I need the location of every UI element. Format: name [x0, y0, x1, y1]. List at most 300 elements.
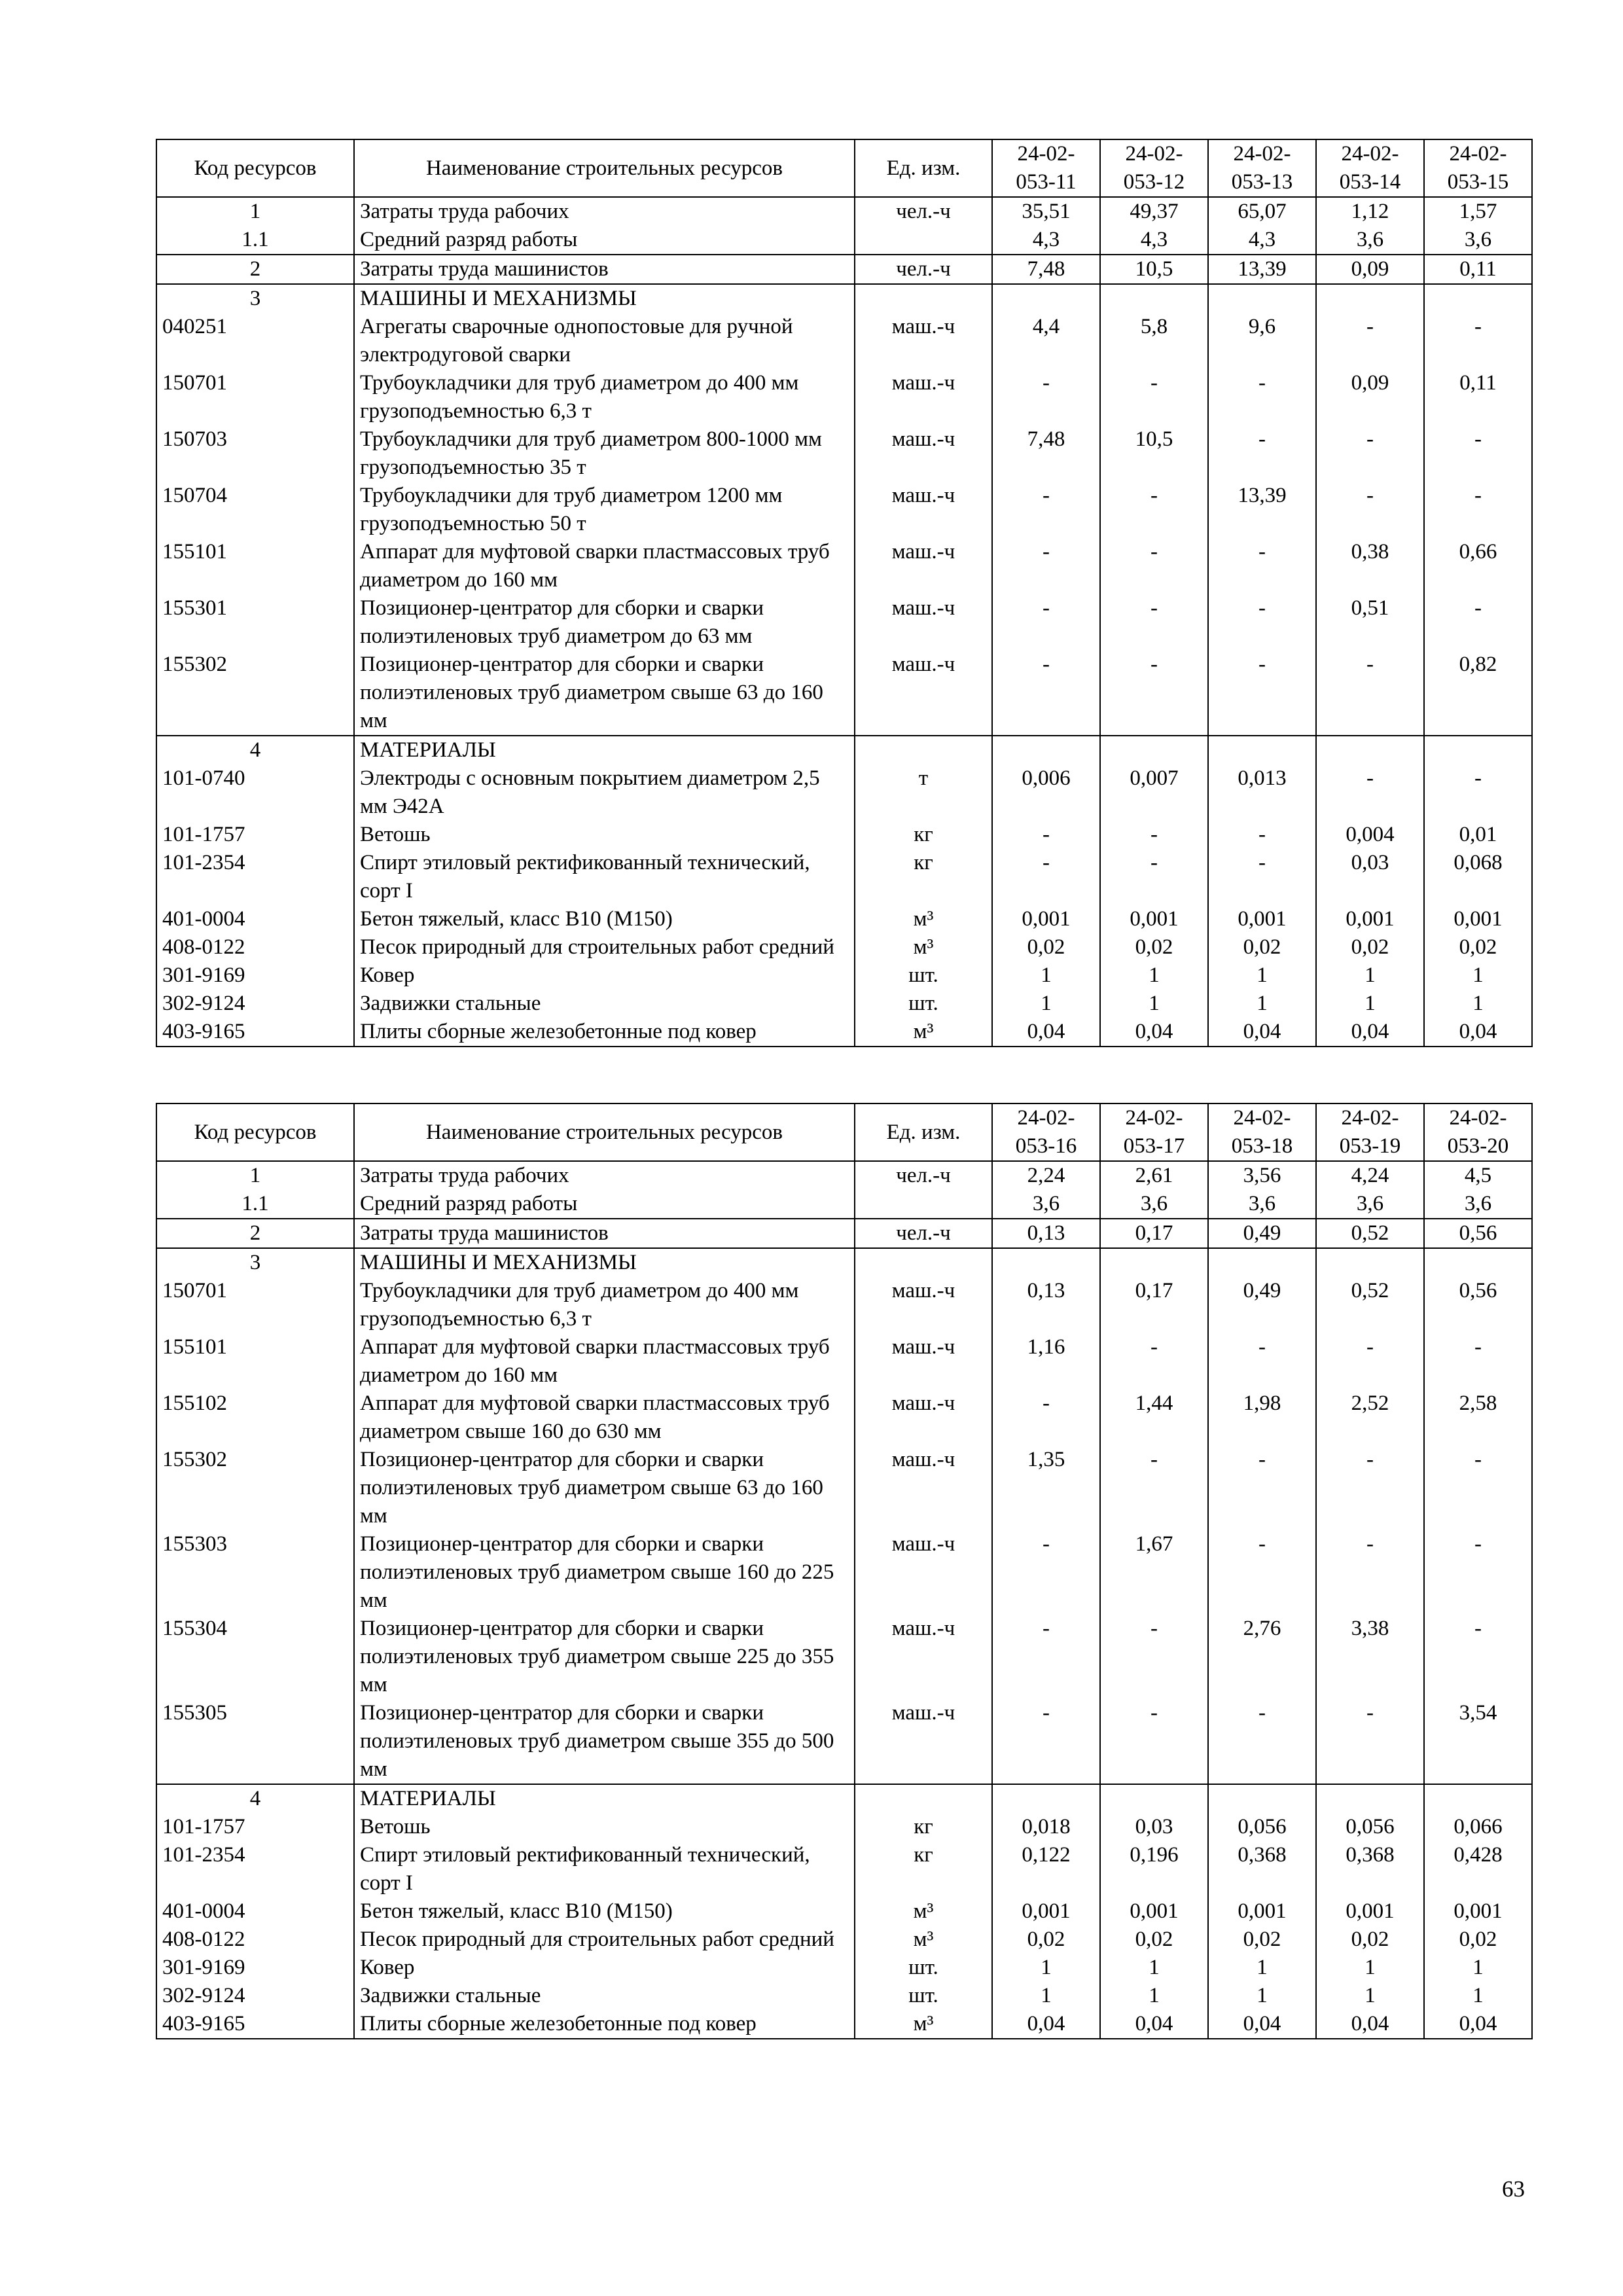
resource-value: 1	[1424, 1982, 1532, 2010]
resource-code: 301-9169	[156, 961, 354, 990]
resource-value: 0,04	[1100, 1018, 1208, 1047]
table-header-row	[156, 1103, 1532, 1161]
resource-code: 150701	[156, 369, 354, 425]
resource-code: 302-9124	[156, 990, 354, 1018]
table-row	[156, 821, 1532, 849]
resource-value: -	[1100, 821, 1208, 849]
resource-value: -	[1316, 425, 1424, 482]
resource-value: 0,04	[1316, 1018, 1424, 1047]
resource-value: 0,196	[1100, 1841, 1208, 1897]
resource-value: 0,122	[992, 1841, 1100, 1897]
resource-unit: маш.-ч	[855, 594, 992, 651]
resource-value: 1	[1424, 961, 1532, 990]
resource-name: Позиционер-центратор для сборки и сварки полиэтиленовых труб диаметром свыше 160 до 225 мм	[354, 1530, 855, 1615]
resource-code: 401-0004	[156, 1897, 354, 1926]
resource-value: 13,39	[1208, 482, 1316, 538]
resource-value: 0,02	[1208, 1926, 1316, 1954]
resource-unit: кг	[855, 821, 992, 849]
resource-value: 1	[992, 990, 1100, 1018]
resource-value: -	[1100, 369, 1208, 425]
resource-value: 1	[1316, 961, 1424, 990]
resource-code: 101-1757	[156, 821, 354, 849]
resource-code: 101-2354	[156, 1841, 354, 1897]
resource-value: 0,04	[1100, 2010, 1208, 2039]
resource-unit: маш.-ч	[855, 482, 992, 538]
resource-name: Затраты труда машинистов	[354, 1219, 855, 1248]
resource-value: 3,6	[1316, 226, 1424, 255]
resource-code: 155302	[156, 1446, 354, 1530]
table-row	[156, 425, 1532, 482]
table-row	[156, 933, 1532, 961]
resource-value: 0,066	[1424, 1813, 1532, 1841]
resource-unit: м³	[855, 1018, 992, 1047]
resource-value: 0,02	[992, 1926, 1100, 1954]
resource-value: 0,11	[1424, 255, 1532, 284]
table-row	[156, 1190, 1532, 1219]
resource-value: 0,001	[1316, 1897, 1424, 1926]
resource-value: -	[1208, 651, 1316, 736]
resource-value: 0,006	[992, 764, 1100, 821]
resource-code: 1.1	[156, 1190, 354, 1219]
resource-value: 0,04	[992, 2010, 1100, 2039]
header-column: 24-02-053-14	[1316, 139, 1424, 197]
resource-value	[1208, 1784, 1316, 1813]
resource-code: 101-0740	[156, 764, 354, 821]
resource-value: 0,03	[1316, 849, 1424, 905]
resource-value	[992, 1784, 1100, 1813]
resource-name: Трубоукладчики для труб диаметром 1200 мм грузоподъемностью 50 т	[354, 482, 855, 538]
resource-unit: маш.-ч	[855, 1530, 992, 1615]
resource-value	[992, 736, 1100, 764]
resource-code: 155302	[156, 651, 354, 736]
header-code: Код ресурсов	[156, 1103, 354, 1161]
resource-code: 4	[156, 736, 354, 764]
resource-value: 1	[1100, 1954, 1208, 1982]
resource-name: МАТЕРИАЛЫ	[354, 1784, 855, 1813]
resource-code: 1	[156, 197, 354, 226]
resource-value: -	[1316, 1699, 1424, 1784]
resource-value: -	[1316, 1530, 1424, 1615]
resource-value: 0,001	[992, 1897, 1100, 1926]
resource-value: 0,02	[1100, 933, 1208, 961]
resource-value: 1	[1424, 1954, 1532, 1982]
resource-code: 155101	[156, 538, 354, 594]
resource-unit	[855, 1248, 992, 1277]
table-row	[156, 736, 1532, 764]
resource-value: 1	[1208, 990, 1316, 1018]
resource-value: 0,56	[1424, 1219, 1532, 1248]
resource-name: Песок природный для строительных работ средний	[354, 1926, 855, 1954]
resource-unit: маш.-ч	[855, 538, 992, 594]
table-row	[156, 1813, 1532, 1841]
resource-value: 4,4	[992, 313, 1100, 369]
resource-name: Бетон тяжелый, класс В10 (М150)	[354, 1897, 855, 1926]
resource-value: 9,6	[1208, 313, 1316, 369]
resource-value: 1,98	[1208, 1390, 1316, 1446]
resource-value: -	[992, 369, 1100, 425]
resource-value	[1424, 1248, 1532, 1277]
table-row	[156, 905, 1532, 933]
resource-unit: маш.-ч	[855, 1333, 992, 1390]
table-row	[156, 1954, 1532, 1982]
resource-value: 1,12	[1316, 197, 1424, 226]
resource-value: 4,3	[1208, 226, 1316, 255]
resource-name: Трубоукладчики для труб диаметром до 400 мм грузоподъемностью 6,3 т	[354, 369, 855, 425]
resource-unit: м³	[855, 933, 992, 961]
resource-unit: чел.-ч	[855, 255, 992, 284]
resource-name: Трубоукладчики для труб диаметром 800-1000 мм грузоподъемностью 35 т	[354, 425, 855, 482]
table-row	[156, 313, 1532, 369]
resource-value: 0,13	[992, 1219, 1100, 1248]
resource-unit: маш.-ч	[855, 1446, 992, 1530]
resource-value: 1	[1208, 1954, 1316, 1982]
resource-value: 0,02	[1424, 1926, 1532, 1954]
header-column: 24-02-053-11	[992, 139, 1100, 197]
resource-code: 3	[156, 284, 354, 313]
header-column: 24-02-053-20	[1424, 1103, 1532, 1161]
resource-code: 155102	[156, 1390, 354, 1446]
table-row	[156, 1530, 1532, 1615]
resource-value	[1316, 736, 1424, 764]
resource-value: -	[1316, 764, 1424, 821]
resource-value: -	[1208, 594, 1316, 651]
resource-value: -	[992, 849, 1100, 905]
table-row	[156, 1926, 1532, 1954]
resource-name: Ковер	[354, 1954, 855, 1982]
resource-value	[1208, 1248, 1316, 1277]
header-column: 24-02-053-18	[1208, 1103, 1316, 1161]
resource-code: 403-9165	[156, 2010, 354, 2039]
resource-name: Средний разряд работы	[354, 226, 855, 255]
resource-value: 0,17	[1100, 1219, 1208, 1248]
resource-name: Позиционер-центратор для сборки и сварки полиэтиленовых труб диаметром свыше 225 до 355 мм	[354, 1615, 855, 1699]
resource-value: 1	[1100, 990, 1208, 1018]
table-row	[156, 1018, 1532, 1047]
header-column: 24-02-053-16	[992, 1103, 1100, 1161]
resource-value: -	[1424, 1446, 1532, 1530]
resource-value: 1,35	[992, 1446, 1100, 1530]
resource-value: 0,007	[1100, 764, 1208, 821]
header-column: 24-02-053-19	[1316, 1103, 1424, 1161]
resource-name: Затраты труда машинистов	[354, 255, 855, 284]
resource-value: 2,24	[992, 1161, 1100, 1190]
resource-name: МАШИНЫ И МЕХАНИЗМЫ	[354, 1248, 855, 1277]
resource-value: 0,001	[1208, 905, 1316, 933]
resource-value: 0,013	[1208, 764, 1316, 821]
resource-name: Ветошь	[354, 821, 855, 849]
resource-value: 1	[1100, 1982, 1208, 2010]
resource-code: 101-1757	[156, 1813, 354, 1841]
resource-value: -	[992, 1615, 1100, 1699]
resource-code: 2	[156, 1219, 354, 1248]
resource-value: 3,6	[1208, 1190, 1316, 1219]
resource-value: 1,57	[1424, 197, 1532, 226]
resource-code: 155101	[156, 1333, 354, 1390]
table-body	[156, 197, 1532, 1047]
table-body	[156, 1161, 1532, 2039]
resource-name: Аппарат для муфтовой сварки пластмассовых труб диаметром до 160 мм	[354, 1333, 855, 1390]
resource-value: -	[1208, 849, 1316, 905]
resource-value: 5,8	[1100, 313, 1208, 369]
resource-value: 2,76	[1208, 1615, 1316, 1699]
resource-value: -	[992, 1699, 1100, 1784]
resource-value: 0,056	[1316, 1813, 1424, 1841]
header-column: 24-02-053-12	[1100, 139, 1208, 197]
resource-code: 150704	[156, 482, 354, 538]
resource-unit: чел.-ч	[855, 197, 992, 226]
table-row	[156, 1446, 1532, 1530]
header-column: 24-02-053-13	[1208, 139, 1316, 197]
resource-value: -	[1316, 482, 1424, 538]
resource-name: Ветошь	[354, 1813, 855, 1841]
resource-value: 0,52	[1316, 1277, 1424, 1333]
resource-unit: шт.	[855, 990, 992, 1018]
resource-value: -	[1316, 651, 1424, 736]
resource-value: 0,02	[1100, 1926, 1208, 1954]
resource-value: -	[992, 821, 1100, 849]
resource-value: 0,49	[1208, 1219, 1316, 1248]
resource-value	[1100, 1248, 1208, 1277]
resource-unit: м³	[855, 1926, 992, 1954]
table-row	[156, 1897, 1532, 1926]
resource-unit: маш.-ч	[855, 425, 992, 482]
resource-value: 2,52	[1316, 1390, 1424, 1446]
resource-code: 155305	[156, 1699, 354, 1784]
resource-name: Аппарат для муфтовой сварки пластмассовых труб диаметром свыше 160 до 630 мм	[354, 1390, 855, 1446]
resource-value: 0,82	[1424, 651, 1532, 736]
resource-value: 0,04	[1208, 1018, 1316, 1047]
resource-value: 0,17	[1100, 1277, 1208, 1333]
resource-value: -	[1100, 538, 1208, 594]
resource-value: 0,02	[992, 933, 1100, 961]
resource-name: Позиционер-центратор для сборки и сварки полиэтиленовых труб диаметром до 63 мм	[354, 594, 855, 651]
resource-value: -	[1208, 821, 1316, 849]
resource-name: Затраты труда рабочих	[354, 1161, 855, 1190]
resource-code: 408-0122	[156, 1926, 354, 1954]
table-row	[156, 482, 1532, 538]
resource-value: 1,16	[992, 1333, 1100, 1390]
resource-code: 101-2354	[156, 849, 354, 905]
resource-value: 10,5	[1100, 255, 1208, 284]
resource-value: 0,49	[1208, 1277, 1316, 1333]
resource-code: 150701	[156, 1277, 354, 1333]
resource-unit: м³	[855, 2010, 992, 2039]
resource-name: Позиционер-центратор для сборки и сварки полиэтиленовых труб диаметром свыше 63 до 160 мм	[354, 651, 855, 736]
resource-unit: маш.-ч	[855, 313, 992, 369]
resource-value: 0,02	[1424, 933, 1532, 961]
resource-name: Бетон тяжелый, класс В10 (М150)	[354, 905, 855, 933]
resource-value: 3,54	[1424, 1699, 1532, 1784]
resource-value: 0,52	[1316, 1219, 1424, 1248]
resource-value	[1316, 284, 1424, 313]
resource-value: 1,44	[1100, 1390, 1208, 1446]
table-row	[156, 651, 1532, 736]
table-row	[156, 1333, 1532, 1390]
resource-value: 10,5	[1100, 425, 1208, 482]
table-row	[156, 849, 1532, 905]
resource-value: -	[1100, 1699, 1208, 1784]
resource-value: 0,03	[1100, 1813, 1208, 1841]
resource-value: -	[1424, 1333, 1532, 1390]
resource-unit: чел.-ч	[855, 1219, 992, 1248]
resource-code: 2	[156, 255, 354, 284]
table-row	[156, 197, 1532, 226]
resource-name: Песок природный для строительных работ средний	[354, 933, 855, 961]
resource-code: 155301	[156, 594, 354, 651]
resource-value: 0,38	[1316, 538, 1424, 594]
resource-value: 1	[1316, 990, 1424, 1018]
resource-value: 0,04	[992, 1018, 1100, 1047]
resource-name: Задвижки стальные	[354, 990, 855, 1018]
resource-value: 0,09	[1316, 369, 1424, 425]
resource-value: 0,13	[992, 1277, 1100, 1333]
resource-unit: м³	[855, 905, 992, 933]
resource-value: -	[1424, 1530, 1532, 1615]
table-row	[156, 1161, 1532, 1190]
resource-value: 3,6	[1100, 1190, 1208, 1219]
resource-value: -	[1424, 594, 1532, 651]
resource-value: 7,48	[992, 425, 1100, 482]
table-row	[156, 2010, 1532, 2039]
table-row	[156, 1248, 1532, 1277]
resource-name: Задвижки стальные	[354, 1982, 855, 2010]
resource-name: Агрегаты сварочные однопостовые для ручной электродуговой сварки	[354, 313, 855, 369]
header-column: 24-02-053-17	[1100, 1103, 1208, 1161]
table-row	[156, 1841, 1532, 1897]
resource-name: Средний разряд работы	[354, 1190, 855, 1219]
resource-value	[1100, 736, 1208, 764]
resource-name: Позиционер-центратор для сборки и сварки полиэтиленовых труб диаметром свыше 63 до 160 мм	[354, 1446, 855, 1530]
resource-name: Позиционер-центратор для сборки и сварки полиэтиленовых труб диаметром свыше 355 до 500 мм	[354, 1699, 855, 1784]
resource-unit: кг	[855, 1813, 992, 1841]
table-row	[156, 594, 1532, 651]
resource-value: -	[1208, 538, 1316, 594]
table-row	[156, 1784, 1532, 1813]
header-code: Код ресурсов	[156, 139, 354, 197]
resource-value: 0,02	[1208, 933, 1316, 961]
header-unit: Ед. изм.	[855, 139, 992, 197]
table-row	[156, 226, 1532, 255]
resource-value: 0,11	[1424, 369, 1532, 425]
resource-code: 155304	[156, 1615, 354, 1699]
resource-unit	[855, 226, 992, 255]
header-column: 24-02-053-15	[1424, 139, 1532, 197]
resource-value: -	[1316, 1333, 1424, 1390]
resource-value: 0,04	[1208, 2010, 1316, 2039]
resource-value: 0,004	[1316, 821, 1424, 849]
resource-value: 3,6	[992, 1190, 1100, 1219]
resource-value: -	[992, 1530, 1100, 1615]
resource-code: 155303	[156, 1530, 354, 1615]
resource-value: 0,02	[1316, 933, 1424, 961]
resource-value: 0,056	[1208, 1813, 1316, 1841]
resource-code: 401-0004	[156, 905, 354, 933]
resource-value: 0,04	[1424, 2010, 1532, 2039]
resource-value: 0,56	[1424, 1277, 1532, 1333]
resource-code: 302-9124	[156, 1982, 354, 2010]
resource-value: 49,37	[1100, 197, 1208, 226]
resource-value: 0,001	[1424, 905, 1532, 933]
resource-value: 3,6	[1424, 226, 1532, 255]
table-row	[156, 1390, 1532, 1446]
resource-value: 1	[992, 961, 1100, 990]
header-unit: Ед. изм.	[855, 1103, 992, 1161]
resource-value: 3,6	[1316, 1190, 1424, 1219]
resource-unit: шт.	[855, 1954, 992, 1982]
resource-value: 0,368	[1316, 1841, 1424, 1897]
resource-value: 0,368	[1208, 1841, 1316, 1897]
resource-value: -	[1424, 425, 1532, 482]
resource-table-2	[156, 1103, 1533, 2039]
table-row	[156, 764, 1532, 821]
table-row	[156, 255, 1532, 284]
resource-value: -	[1424, 764, 1532, 821]
resource-value: 0,428	[1424, 1841, 1532, 1897]
resource-value: 1	[1100, 961, 1208, 990]
resource-value: -	[1100, 1333, 1208, 1390]
resource-value: 1	[1316, 1982, 1424, 2010]
resource-value: -	[992, 538, 1100, 594]
resource-value: 0,66	[1424, 538, 1532, 594]
table-row	[156, 990, 1532, 1018]
resource-value: -	[992, 1390, 1100, 1446]
table-row	[156, 1982, 1532, 2010]
resource-value: 1	[1208, 1982, 1316, 2010]
resource-value: -	[1424, 1615, 1532, 1699]
resource-value	[1424, 1784, 1532, 1813]
resource-value: -	[1208, 1530, 1316, 1615]
resource-value: 0,001	[1316, 905, 1424, 933]
resource-value	[1100, 1784, 1208, 1813]
resource-value: -	[1208, 1446, 1316, 1530]
resource-code: 3	[156, 1248, 354, 1277]
resource-code: 040251	[156, 313, 354, 369]
resource-value: 0,018	[992, 1813, 1100, 1841]
table-row	[156, 961, 1532, 990]
resource-value: 35,51	[992, 197, 1100, 226]
table-row	[156, 1219, 1532, 1248]
resource-value	[1100, 284, 1208, 313]
resource-value: 1	[1316, 1954, 1424, 1982]
resource-code: 4	[156, 1784, 354, 1813]
resource-value	[1316, 1784, 1424, 1813]
resource-unit	[855, 1190, 992, 1219]
resource-unit: маш.-ч	[855, 651, 992, 736]
resource-value: 3,6	[1424, 1190, 1532, 1219]
resource-unit	[855, 1784, 992, 1813]
resource-value: 1,67	[1100, 1530, 1208, 1615]
resource-value: -	[992, 594, 1100, 651]
table-row	[156, 1277, 1532, 1333]
resource-code: 150703	[156, 425, 354, 482]
resource-name: Ковер	[354, 961, 855, 990]
table-row	[156, 369, 1532, 425]
resource-value	[1316, 1248, 1424, 1277]
resource-value: 0,001	[1424, 1897, 1532, 1926]
resource-value: -	[1100, 1615, 1208, 1699]
resource-value: 0,001	[1100, 905, 1208, 933]
resource-value	[992, 1248, 1100, 1277]
resource-unit: маш.-ч	[855, 1699, 992, 1784]
resource-value: -	[1316, 313, 1424, 369]
resource-name: Спирт этиловый ректификованный технический, сорт I	[354, 1841, 855, 1897]
resource-value: 0,001	[992, 905, 1100, 933]
table-header-row	[156, 139, 1532, 197]
resource-value: -	[1100, 651, 1208, 736]
header-name: Наименование строительных ресурсов	[354, 139, 855, 197]
resource-unit: т	[855, 764, 992, 821]
resource-value: -	[1100, 849, 1208, 905]
